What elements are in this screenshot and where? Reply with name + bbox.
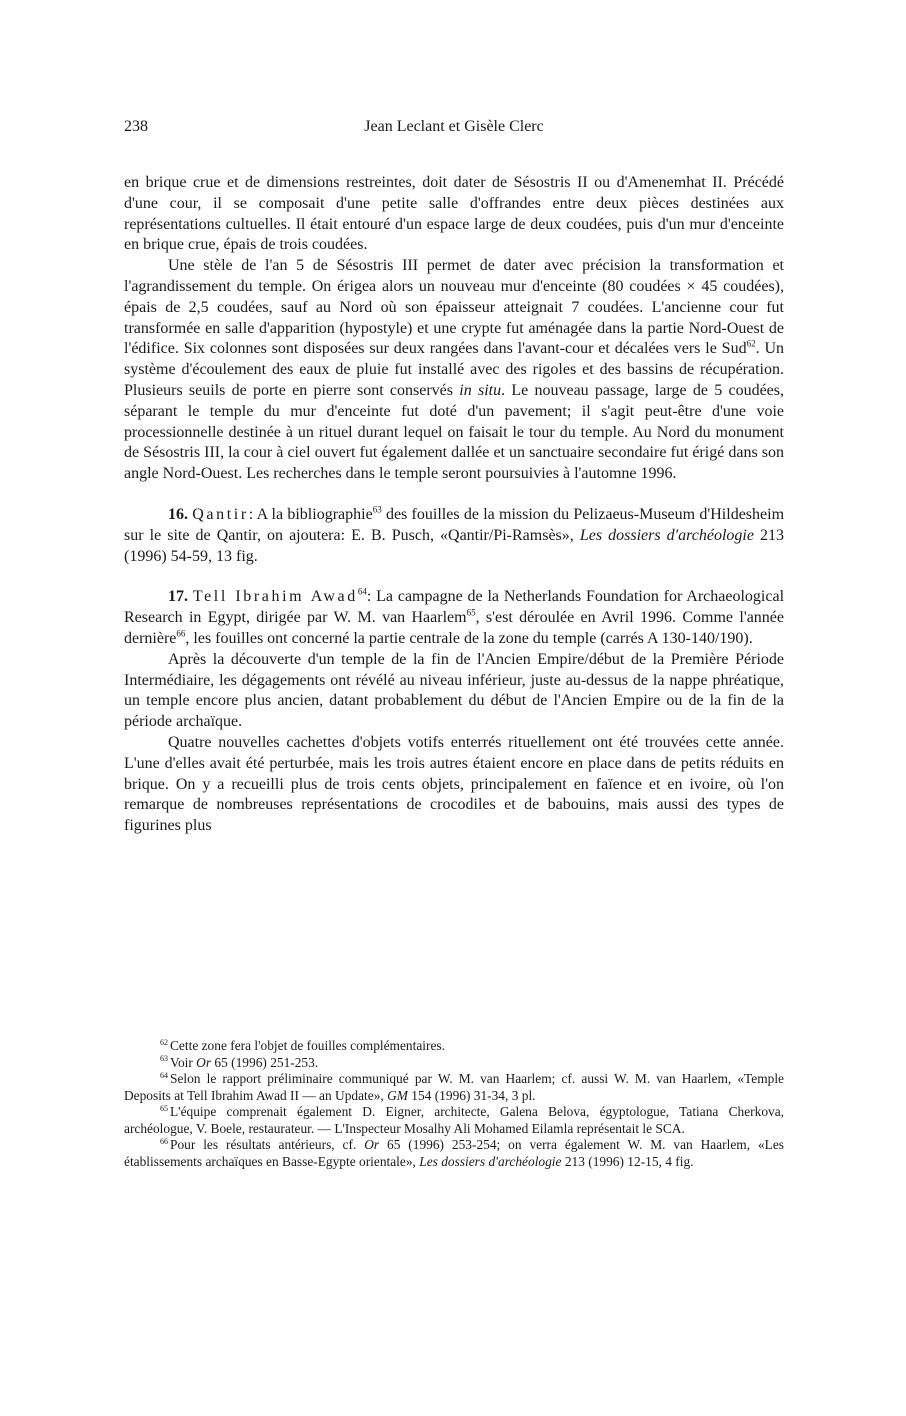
footnote-number: 62 [160, 1037, 168, 1047]
section-17 [124, 587, 784, 649]
footnote-62 [124, 1038, 784, 1055]
footnote-text: 65 (1996) 251-253. [211, 1054, 319, 1070]
footnote-text: 154 (1996) 31-34, 3 pl. [407, 1087, 536, 1103]
page-header [124, 118, 784, 142]
footnote-ref-62[interactable]: 62 [746, 339, 756, 350]
paragraph-text: . Un système d'écoulement des eaux de pluie fut installé avec des rigoles et des bassins de récupération. Plusieurs seuils de porte en pierre sont conservés [124, 340, 784, 399]
journal-title: Les dossiers d'archéologie [419, 1153, 562, 1169]
paragraph-text: 213 (1996) 54-59, 13 fig. [124, 526, 785, 565]
paragraph-text: en brique crue et de dimensions restreintes, doit dater de Sésostris II ou d'Amenemhat II. Précédé d'une cour, il se composait d'une petite salle d'offrandes entre deux pièces destinées aux représentations cultuelles. Il était entouré d'un espace large de deux coudées, puis d'un mur d'enceinte en brique crue, épais de trois coudées. [124, 174, 784, 254]
footnote-ref-63[interactable]: 63 [372, 504, 382, 515]
section-title: Tell Ibrahim Awad [192, 588, 358, 606]
running-title: Jean Leclant et Gisèle Clerc [364, 118, 544, 135]
journal-abbrev: GM [387, 1087, 408, 1103]
main-text [124, 173, 784, 837]
section-16 [124, 505, 784, 567]
paragraph-text: : A la bibliographie [248, 505, 373, 523]
paragraph-text: Une stèle de l'an 5 de Sésostris III permet de dater avec précision la transformation et l'agrandissement du temple. On érigea alors un nouveau mur d'enceinte (80 coudées × 45 coudées), épais de 2,5 coudées, sauf au Nord où son épaisseur atteignait 7 coudées. L'ancienne cour fut transformée en salle d'apparition (hypostyle) et une crypte fut aménagée dans la partie Nord-Ouest de l'édifice. Six colonnes sont disposées sur deux rangées dans l'avant-cour et décalées vers le Sud [124, 257, 784, 358]
paragraph-text: : La campagne de la Netherlands Foundation for Archaeological Research in Egypt, dirigée par W. M. van Haarlem [124, 588, 785, 627]
paragraph-cachettes [124, 733, 784, 837]
footnote-63 [124, 1055, 784, 1072]
footnote-text: 213 (1996) 12-15, 4 fig. [561, 1153, 694, 1169]
section-number: 17. [168, 588, 188, 606]
footnote-text: 65 (1996) 253-254; on verra également W. M. van Haarlem, «Les établissements archaïques en Basse-Egypte orientale», [124, 1137, 784, 1169]
section-number: 16. [168, 505, 188, 523]
footnote-number: 65 [160, 1103, 168, 1113]
footnote-65 [124, 1104, 784, 1137]
paragraph-text: , s'est déroulée en Avril 1996. Comme l'année dernière [124, 609, 785, 647]
footnote-text: L'équipe comprenait également D. Eigner, architecte, Galena Belova, égyptologue, Tatiana Cherkova, archéologue, V. Boele, restaurateur. — L'Inspecteur Mosalhy Ali Mohamed Eilamla représentait le SCA. [124, 1104, 784, 1136]
footnote-66 [124, 1137, 784, 1170]
footnote-64 [124, 1071, 784, 1104]
italic-term: in situ [459, 381, 502, 399]
paragraph-text: , les fouilles ont concerné la partie centrale de la zone du temple (carrés A 130-140/190). [185, 629, 753, 647]
footnote-text: Selon le rapport préliminaire communiqué par W. M. van Haarlem; cf. aussi W. M. van Haarlem, «Temple Deposits at Tell Ibrahim Awad II — an Update», [124, 1071, 784, 1103]
paragraph-text: Quatre nouvelles cachettes d'objets votifs enterrés rituellement ont été trouvées cette année. L'une d'elles avait été perturbée, mais les trois autres étaient encore en place dans de petits réduits en brique. On y a recueilli plus de trois cents objets, principalement en faïence et en ivoire, où l'on remarque de nombreuses représentations de crocodiles et de babouins, mais aussi des types de figurines plus [124, 733, 784, 835]
journal-abbrev: Or [196, 1054, 212, 1070]
paragraph-text: Après la découverte d'un temple de la fin de l'Ancien Empire/début de la Première Période Intermédiaire, les dégagements ont révélé au niveau inférieur, juste au-dessus de la nappe phréatique, un temple encore plus ancien, datant probablement du début de l'Ancien Empire ou de la fin de la période archaïque. [124, 650, 784, 731]
footnote-text: Cette zone fera l'objet de fouilles complémentaires. [170, 1038, 445, 1053]
footnote-text: Voir [170, 1054, 197, 1070]
paragraph-discovery [124, 650, 784, 733]
paragraph-continuation [124, 173, 784, 256]
footnote-text: Pour les résultats antérieurs, cf. [170, 1137, 365, 1152]
journal-title: Les dossiers d'archéologie [579, 526, 754, 544]
page-number: 238 [124, 118, 148, 135]
paragraph-stele [124, 256, 784, 485]
footnote-number: 66 [160, 1136, 168, 1146]
paragraph-text: des fouilles de la mission du Pelizaeus-Museum d'Hildesheim sur le site de Qantir, on ajoutera: E. B. Pusch, «Qantir/Pi-Ramsès», [124, 505, 785, 544]
footnote-number: 63 [160, 1054, 168, 1064]
footnote-number: 64 [160, 1070, 168, 1080]
footnote-ref-65[interactable]: 65 [466, 607, 476, 618]
footnote-ref-66[interactable]: 66 [176, 628, 186, 639]
section-title: Qantir [192, 505, 249, 523]
journal-abbrev: Or [364, 1137, 380, 1152]
footnotes [124, 1038, 784, 1170]
footnote-ref-64[interactable]: 64 [357, 587, 367, 598]
paragraph-text: . Le nouveau passage, large de 5 coudées, séparant le temple du mur d'enceinte fut doté d'un pavement; il s'agit peut-être d'une voie processionnelle destinée à un rituel durant lequel on faisait le tour du temple. Au Nord du monument de Sésostris III, la cour à ciel ouvert fut également dallée et un sanctuaire secondaire fut érigé dans son angle Nord-Ouest. Les recherches dans le temple seront poursuivies à l'automne 1996. [124, 381, 785, 483]
